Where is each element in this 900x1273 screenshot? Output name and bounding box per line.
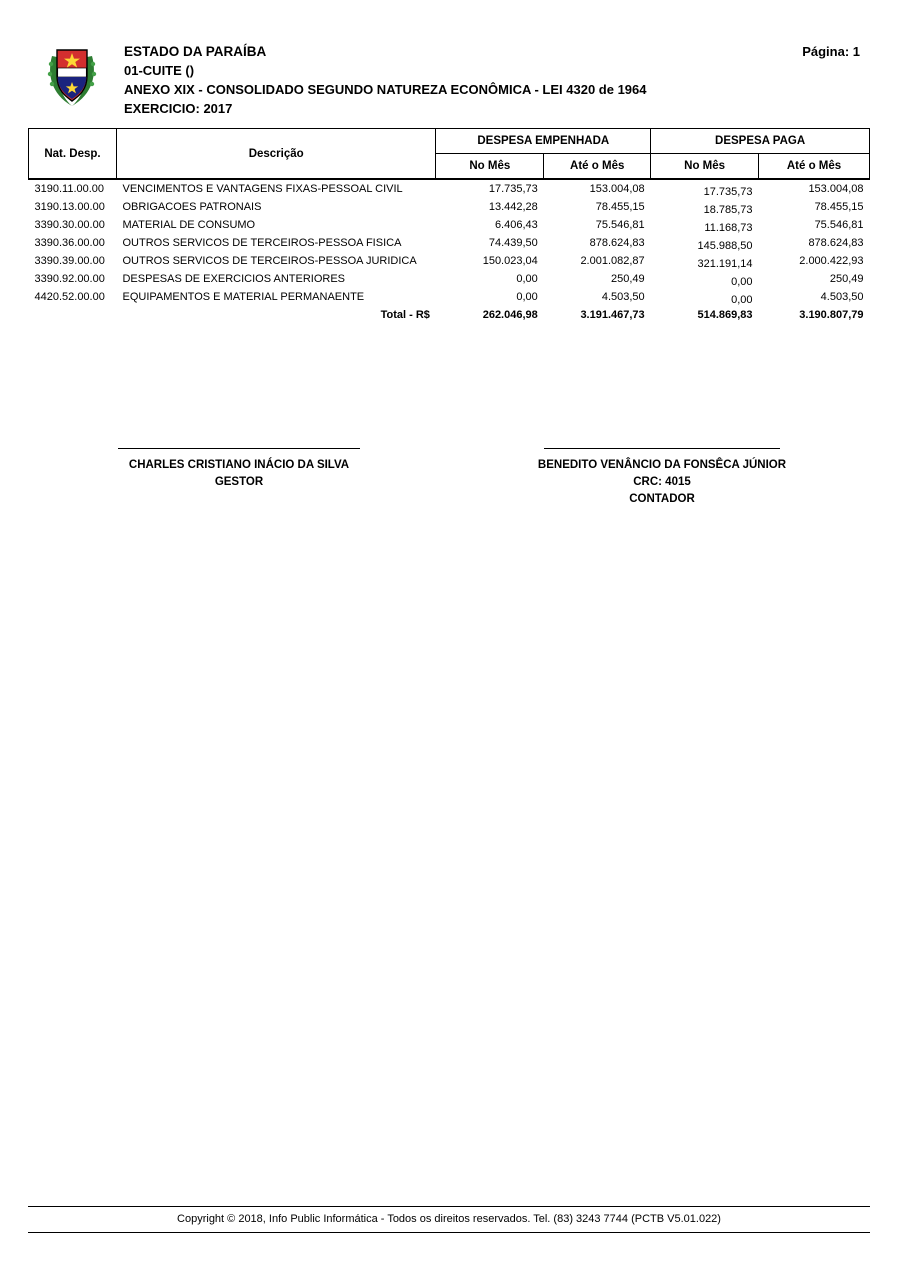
- emp-no-mes-cell: 74.439,50: [488, 236, 538, 249]
- col-header-emp-no-mes: No Mês: [436, 154, 544, 180]
- header-text-block: [124, 42, 860, 118]
- group-header-row: [29, 129, 870, 154]
- nat-desp-cell: 3190.11.00.00: [34, 182, 105, 195]
- paga-ate-mes-cell: 153.004,08: [808, 182, 864, 195]
- table-row: [29, 198, 870, 216]
- paga-no-mes-value: 145.988,50: [697, 239, 753, 252]
- signature-block-contador: [497, 448, 827, 508]
- emp-ate-mes-cell: 878.624,83: [589, 236, 645, 249]
- paga-no-mes-cell: [651, 288, 759, 306]
- paga-no-mes-value: 11.168,73: [704, 221, 753, 234]
- col-header-paga-ate-o-mes: Até o Mês: [759, 154, 870, 180]
- emp-no-mes-cell: 13.442,28: [488, 200, 538, 213]
- emp-ate-mes-cell: 153.004,08: [589, 182, 645, 195]
- col-header-descricao: Descrição: [116, 129, 435, 180]
- col-header-emp-ate-o-mes: Até o Mês: [544, 154, 651, 180]
- total-label: Total - R$: [380, 308, 430, 321]
- col-header-nat-desp: Nat. Desp.: [29, 129, 117, 180]
- signature-line: [118, 448, 360, 449]
- state-title: ESTADO DA PARAÍBA: [124, 44, 267, 59]
- descricao-cell: EQUIPAMENTOS E MATERIAL PERMANAENTE: [122, 290, 365, 303]
- signature-block-gestor: [79, 448, 399, 491]
- signer-role: CONTADOR: [629, 493, 695, 505]
- paga-no-mes-cell: [651, 216, 759, 234]
- paga-no-mes-value: 18.785,73: [703, 203, 753, 216]
- table-row: [29, 234, 870, 252]
- paga-ate-mes-cell: 78.455,15: [814, 200, 864, 213]
- paga-ate-mes-cell: 250,49: [829, 272, 864, 285]
- paga-no-mes-cell: [651, 234, 759, 252]
- total-paga-no-mes: 514.869,83: [697, 308, 753, 321]
- paga-ate-mes-cell: 4.503,50: [820, 290, 864, 303]
- total-paga-ate-mes: 3.190.807,79: [799, 308, 864, 321]
- descricao-cell: OUTROS SERVICOS DE TERCEIROS-PESSOA FISICA: [122, 236, 402, 249]
- emp-no-mes-cell: 0,00: [516, 290, 538, 303]
- copyright-footer: [28, 1206, 870, 1233]
- total-emp-ate-mes: 3.191.467,73: [580, 308, 645, 321]
- emp-no-mes-cell: 17.735,73: [488, 182, 538, 195]
- paga-no-mes-cell: [651, 252, 759, 270]
- total-row: [29, 306, 870, 324]
- table-row: [29, 270, 870, 288]
- nat-desp-cell: 3390.92.00.00: [34, 272, 105, 285]
- emp-ate-mes-cell: 4.503,50: [601, 290, 645, 303]
- paga-no-mes-value: 17.735,73: [703, 185, 753, 198]
- copyright-text: Copyright © 2018, Info Public Informática - Todos os direitos reservados. Tel. (83) 3243 7744 (PCTB V5.01.022): [177, 1213, 721, 1225]
- emp-no-mes-cell: 150.023,04: [482, 254, 538, 267]
- descricao-cell: DESPESAS DE EXERCICIOS ANTERIORES: [122, 272, 345, 285]
- descricao-cell: OBRIGACOES PATRONAIS: [122, 200, 262, 213]
- paga-no-mes-cell: [651, 179, 759, 198]
- col-header-paga-no-mes: No Mês: [651, 154, 759, 180]
- entity-name: 01-CUITE (): [124, 63, 195, 78]
- total-empty-cell: [29, 306, 117, 324]
- paga-no-mes-value: 321.191,14: [697, 257, 753, 270]
- table-row: [29, 288, 870, 306]
- exercise-year: EXERCICIO: 2017: [124, 101, 233, 116]
- expense-table: [28, 128, 870, 324]
- descricao-cell: OUTROS SERVICOS DE TERCEIROS-PESSOA JURIDICA: [122, 254, 417, 267]
- paga-no-mes-cell: [651, 198, 759, 216]
- paraiba-coat-of-arms-logo: [44, 44, 100, 110]
- nat-desp-cell: 3390.30.00.00: [34, 218, 105, 231]
- group-header-despesa-empenhada: DESPESA EMPENHADA: [436, 129, 651, 154]
- expense-table-body: [29, 179, 870, 324]
- paga-no-mes-cell: [651, 270, 759, 288]
- paga-ate-mes-cell: 2.000.422,93: [799, 254, 864, 267]
- emp-ate-mes-cell: 250,49: [611, 272, 645, 285]
- nat-desp-cell: 3390.36.00.00: [34, 236, 105, 249]
- descricao-cell: VENCIMENTOS E VANTAGENS FIXAS-PESSOAL CIVIL: [122, 182, 403, 195]
- emp-no-mes-cell: 0,00: [516, 272, 538, 285]
- total-emp-no-mes: 262.046,98: [482, 308, 538, 321]
- table-row: [29, 252, 870, 270]
- signer-name: CHARLES CRISTIANO INÁCIO DA SILVA: [128, 459, 350, 471]
- emp-ate-mes-cell: 2.001.082,87: [580, 254, 645, 267]
- descricao-cell: MATERIAL DE CONSUMO: [122, 218, 256, 231]
- nat-desp-cell: 3190.13.00.00: [34, 200, 105, 213]
- signer-name: BENEDITO VENÂNCIO DA FONSÊCA JÚNIOR: [537, 459, 787, 471]
- expense-table-header: [29, 129, 870, 180]
- signer-role: GESTOR: [214, 476, 264, 488]
- signature-line: [544, 448, 780, 449]
- nat-desp-cell: 3390.39.00.00: [34, 254, 105, 267]
- page-number: Página: 1: [802, 44, 860, 59]
- emp-no-mes-cell: 6.406,43: [494, 218, 538, 231]
- report-header: [0, 0, 900, 118]
- paga-ate-mes-cell: 878.624,83: [808, 236, 864, 249]
- paga-no-mes-value: 0,00: [731, 275, 753, 288]
- emp-ate-mes-cell: 78.455,15: [595, 200, 645, 213]
- emp-ate-mes-cell: 75.546,81: [595, 218, 645, 231]
- paga-ate-mes-cell: 75.546,81: [814, 218, 864, 231]
- annex-title: ANEXO XIX - CONSOLIDADO SEGUNDO NATUREZA ECONÔMICA - LEI 4320 de 1964: [124, 82, 647, 97]
- signer-crc: CRC: 4015: [633, 476, 691, 488]
- table-row: [29, 216, 870, 234]
- table-row: [29, 179, 870, 198]
- group-header-despesa-paga: DESPESA PAGA: [651, 129, 870, 154]
- nat-desp-cell: 4420.52.00.00: [34, 290, 105, 303]
- paga-no-mes-value: 0,00: [731, 293, 753, 306]
